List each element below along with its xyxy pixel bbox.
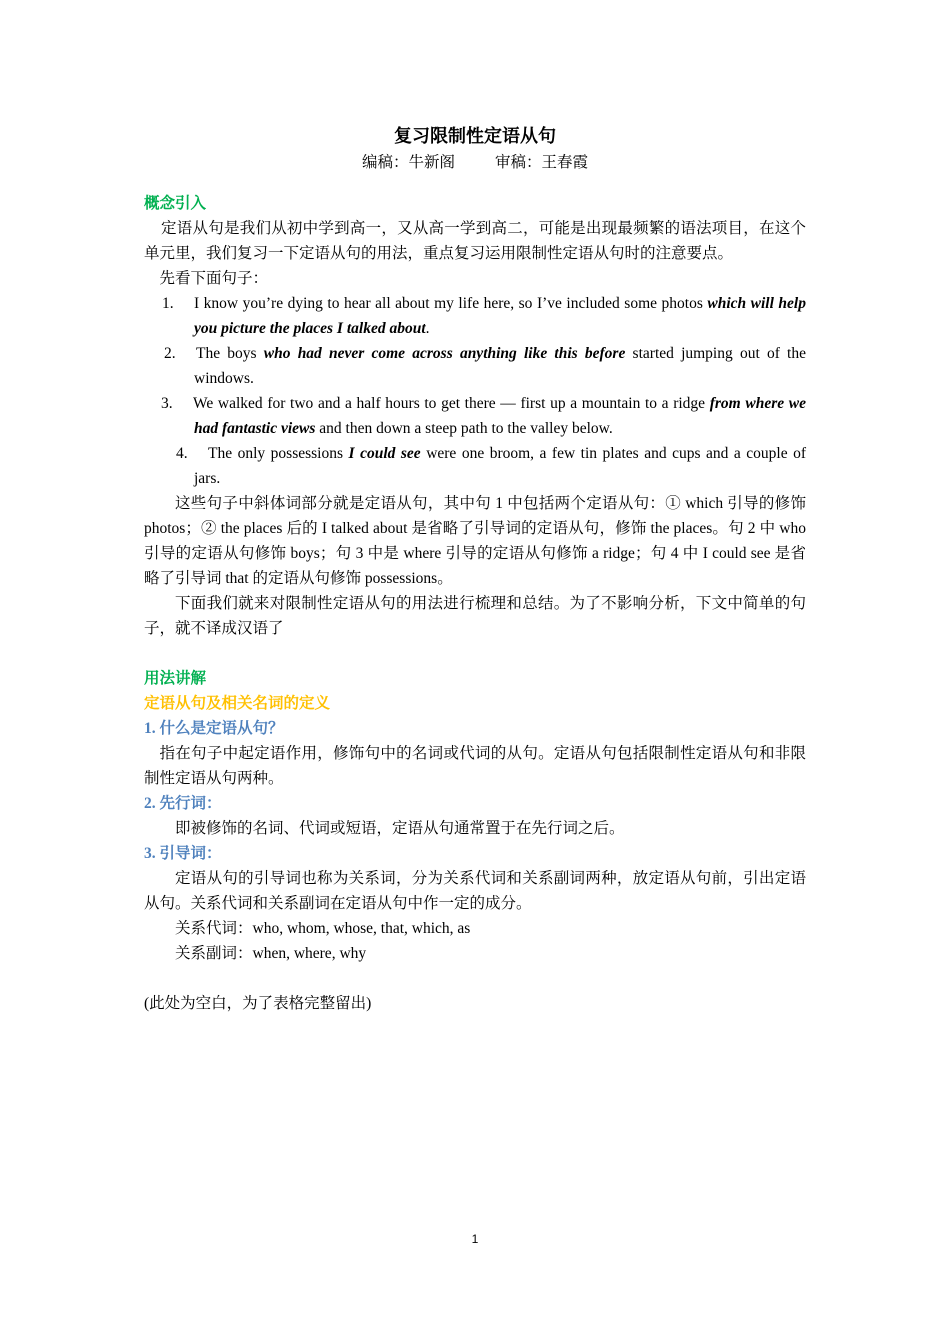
example-text: were one broom, a few tin plates and cups and a couple of jars. — [194, 445, 807, 487]
example-clause: I could see — [348, 445, 421, 462]
example-text: . — [425, 320, 430, 337]
section-heading-usage: 用法讲解 — [144, 670, 207, 687]
editor-credit: 编稿：牛新阁 — [361, 154, 455, 171]
definition-heading-1: 1. 什么是定语从句？ — [144, 720, 284, 737]
example-sentence-2 — [144, 341, 806, 391]
analysis-paragraph: 这些句子中斜体词部分就是定语从句，其中句 1 中包括两个定语从句：① which 引导的修饰 photos；② the places 后的 I talked about 是省略了引导词的定语从句，修饰 the places。句 2 中 who 引导的定语从句修饰 boys；句 3 中是 where 引导的定语从句修饰 a ridge；句 4 中 I could see 是省略了引导词 that 的定语从句修饰 possessions。 — [144, 495, 806, 587]
intro-paragraph: 定语从句是我们从初中学到高一，又从高一学到高二，可能是出现最频繁的语法项目，在这个单元里，我们复习一下定语从句的用法，重点复习运用限制性定语从句时的注意要点。 — [144, 220, 806, 262]
relative-pronouns-line: 关系代词：who, whom, whose, that, which, as — [175, 920, 471, 937]
example-number: 3. — [161, 395, 173, 412]
document-authors — [144, 150, 806, 175]
example-clause: from where we had fantastic views — [194, 395, 806, 437]
example-text: The boys — [196, 345, 264, 362]
definition-text-1: 指在句子中起定语作用，修饰句中的名词或代词的从句。定语从句包括限制性定语从句和非限制性定语从句两种。 — [144, 745, 806, 787]
subsection-heading-definitions: 定语从句及相关名词的定义 — [144, 695, 331, 712]
example-sentence-1 — [144, 291, 806, 341]
section-heading-intro: 概念引入 — [144, 195, 207, 212]
definition-text-2: 即被修饰的名词、代词或短语，定语从句通常置于在先行词之后。 — [175, 820, 625, 837]
example-clause: which will help you picture the places I talked about — [194, 295, 806, 337]
example-sentence-3 — [144, 391, 806, 441]
example-text: started jumping out of the windows. — [194, 345, 806, 387]
definition-text-3: 定语从句的引导词也称为关系词，分为关系代词和关系副词两种，放定语从句前，引出定语从句。关系代词和关系副词在定语从句中作一定的成分。 — [144, 870, 806, 912]
example-number: 1. — [162, 295, 174, 312]
example-sentence-4 — [144, 441, 806, 491]
example-number: 2. — [164, 345, 176, 362]
definition-heading-2: 2. 先行词： — [144, 795, 222, 812]
relative-adverbs-line: 关系副词：when, where, why — [175, 945, 367, 962]
transition-paragraph: 下面我们就来对限制性定语从句的用法进行梳理和总结。为了不影响分析，下文中简单的句子，就不译成汉语了 — [144, 595, 806, 637]
example-text: I know you’re dying to hear all about my life here, so I’ve included some photos — [194, 295, 708, 312]
document-body — [144, 122, 806, 1016]
page-number: 1 — [471, 1232, 479, 1246]
example-clause: who had never come across anything like this before — [263, 345, 626, 362]
intro-lead-in: 先看下面句子： — [159, 270, 269, 287]
definition-heading-3: 3. 引导词： — [144, 845, 222, 862]
example-text: and then down a steep path to the valley below. — [315, 420, 613, 437]
blank-note: (此处为空白，为了表格完整留出) — [144, 995, 372, 1012]
spacer — [144, 641, 806, 666]
spacer — [144, 966, 806, 991]
example-text: The only possessions — [208, 445, 349, 462]
document-title: 复习限制性定语从句 — [394, 126, 556, 146]
example-number: 4. — [176, 445, 188, 462]
reviewer-credit: 审稿：王春霞 — [495, 154, 589, 171]
example-text: We walked for two and a half hours to get there — first up a mountain to a ridge — [193, 395, 710, 412]
